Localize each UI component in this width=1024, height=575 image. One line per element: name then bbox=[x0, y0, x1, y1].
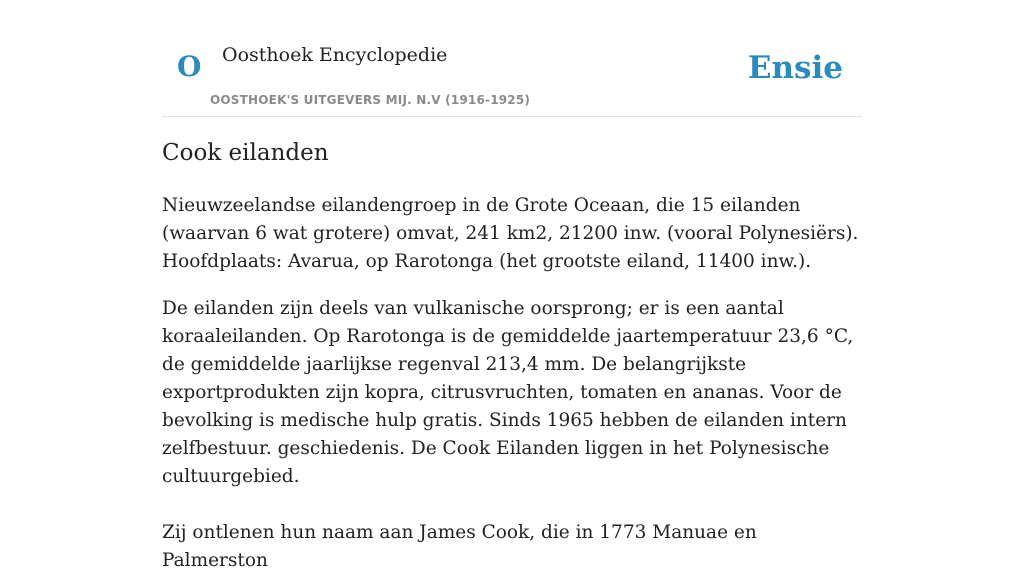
publication-header bbox=[162, 0, 862, 117]
publication-logo[interactable]: O bbox=[177, 50, 202, 83]
publication-title[interactable]: Oosthoek Encyclopedie bbox=[222, 44, 448, 66]
article-title: Cook eilanden bbox=[162, 140, 329, 166]
article-paragraph: De eilanden zijn deels van vulkanische oorsprong; er is een aantal koraaleilanden. Op Rarotonga is de gemiddelde jaartemperatuur 23,6 °C, de gemiddelde jaarlijkse regenval 213,4 mm. De belangrijkste exportprodukten zijn kopra, citrusvruchten, tomaten en ananas. Voor de bevolking is medische hulp gratis. Sinds 1965 hebben de eilanden intern zelfbestuur. geschiedenis. De Cook Eilanden liggen in het Polynesische cultuurgebied. bbox=[162, 298, 854, 487]
page-container bbox=[162, 0, 862, 571]
article-paragraph: Zij ontlenen hun naam aan James Cook, die in 1773 Manuae en Palmerston bbox=[162, 522, 757, 571]
article-paragraph: Nieuwzeelandse eilandengroep in de Grote Oceaan, die 15 eilanden (waarvan 6 wat grotere) omvat, 241 km2, 21200 inw. (vooral Polynesiërs). Hoofdplaats: Avarua, op Rarotonga (het grootste eiland, 11400 inw.). bbox=[162, 195, 859, 272]
publication-subtitle: OOSTHOEK'S UITGEVERS MIJ. N.V (1916-1925) bbox=[210, 93, 531, 107]
ensie-logo[interactable]: Ensie bbox=[747, 50, 843, 86]
article-body bbox=[162, 192, 868, 575]
